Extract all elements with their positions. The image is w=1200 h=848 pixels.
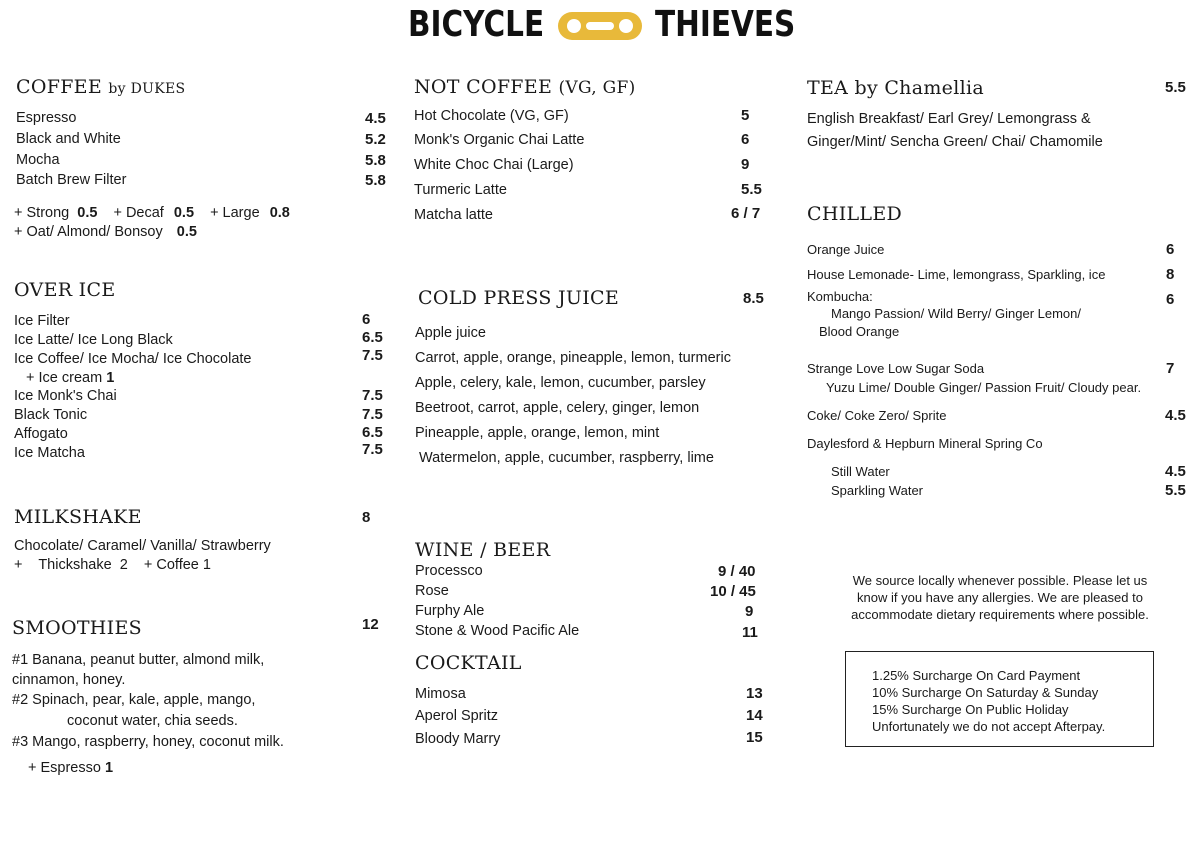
soda-flavours: Yuzu Lime/ Double Ginger/ Passion Fruit/ Cloudy pear. <box>826 380 1142 395</box>
logo-text-right: THIEVES <box>655 4 796 45</box>
cold-press-heading: COLD PRESS JUICE <box>418 287 620 309</box>
menu-item-price: 6 <box>1166 241 1175 258</box>
menu-item-price: 14 <box>746 707 763 724</box>
coffee-milk-addon-line <box>14 223 197 241</box>
menu-item-price: 13 <box>746 685 763 702</box>
menu-item-name: Ice Filter <box>14 313 70 329</box>
not-coffee-subtitle: (VG, GF) <box>558 78 636 98</box>
smoothie-line: #1 Banana, peanut butter, almond milk, <box>12 652 265 668</box>
menu-item-price: 15 <box>746 729 763 746</box>
bicycle-chain-icon <box>556 8 644 44</box>
menu-item-name: Mimosa <box>415 686 466 702</box>
tea-price: 5.5 <box>1165 79 1186 96</box>
addon-espresso-label: + Espresso <box>28 760 101 776</box>
cold-press-price: 8.5 <box>743 290 764 307</box>
menu-item-price: 7 <box>1166 360 1175 377</box>
menu-item-price: 6 <box>1166 291 1175 308</box>
menu-item-name: Black Tonic <box>14 407 88 423</box>
espresso-addon <box>28 759 113 777</box>
menu-item-price: 5 <box>741 107 750 124</box>
juice-item: Carrot, apple, orange, pineapple, lemon, turmeric <box>415 350 731 366</box>
cocktail-heading: COCKTAIL <box>415 652 522 674</box>
menu-item-name: Furphy Ale <box>415 603 485 619</box>
menu-item-price: 5.8 <box>365 152 386 169</box>
addon-large-price: 0.8 <box>269 205 290 221</box>
menu-item-price: 6.5 <box>362 329 383 346</box>
kombucha-flavours: Mango Passion/ Wild Berry/ Ginger Lemon/ <box>831 306 1081 321</box>
menu-item-price: 7.5 <box>362 387 383 404</box>
menu-item-name: Still Water <box>831 464 890 479</box>
juice-item: Apple, celery, kale, lemon, cucumber, parsley <box>415 375 706 391</box>
menu-item-name: Espresso <box>16 110 77 126</box>
allergy-notice <box>820 572 1180 623</box>
addon-strong-label: + Strong <box>14 205 70 221</box>
menu-item-name: Ice Matcha <box>14 445 85 461</box>
coffee-subtitle: by DUKES <box>108 81 186 97</box>
smoothie-line: coconut water, chia seeds. <box>67 713 238 729</box>
menu-item-price: 7.5 <box>362 441 383 458</box>
menu-item-name: Affogato <box>14 426 68 442</box>
menu-item-price: 4.5 <box>1165 407 1186 424</box>
tea-varieties-line: English Breakfast/ Earl Grey/ Lemongrass & <box>807 111 1091 127</box>
menu-item-price: 5.5 <box>741 181 762 198</box>
menu-item-name: Monk's Organic Chai Latte <box>414 132 585 148</box>
juice-item: Watermelon, apple, cucumber, raspberry, lime <box>419 450 714 466</box>
menu-item-price: 5.5 <box>1165 482 1186 499</box>
menu-item-price: 10 / 45 <box>710 583 756 600</box>
tea-heading: TEA by Chamellia <box>807 77 984 99</box>
notice-line: know if you have any allergies. We are pleased to <box>857 590 1143 605</box>
smoothie-line: #3 Mango, raspberry, honey, coconut milk. <box>12 734 284 750</box>
tea-varieties-line: Ginger/Mint/ Sencha Green/ Chai/ Chamomile <box>807 134 1103 150</box>
menu-item-price: 6 <box>362 311 371 328</box>
menu-item-name: Stone & Wood Pacific Ale <box>415 623 580 639</box>
not-coffee-title: NOT COFFEE <box>414 76 553 98</box>
surcharge-box <box>845 651 1154 747</box>
menu-item-price: 7.5 <box>362 347 383 364</box>
coffee-addons-line <box>14 204 290 222</box>
menu-item-name: Coke/ Coke Zero/ Sprite <box>807 408 947 423</box>
menu-item-name: Hot Chocolate (VG, GF) <box>414 108 569 124</box>
wine-beer-heading: WINE / BEER <box>415 539 551 561</box>
milkshake-flavours: Chocolate/ Caramel/ Vanilla/ Strawberry <box>14 538 271 554</box>
not-coffee-heading <box>414 76 636 98</box>
menu-item-price: 6 / 7 <box>731 205 761 222</box>
over-ice-heading: OVER ICE <box>14 279 116 301</box>
surcharge-line: Unfortunately we do not accept Afterpay. <box>872 719 1106 734</box>
menu-item-name: Bloody Marry <box>415 731 501 747</box>
notice-line: accommodate dietary requirements where possible. <box>851 607 1149 622</box>
notice-line: We source locally whenever possible. Please let us <box>852 573 1148 588</box>
addon-ice-cream-price: 1 <box>106 370 115 386</box>
menu-item-price: 4.5 <box>365 110 386 127</box>
menu-item-price: 4.5 <box>1165 463 1186 480</box>
addon-milk-price: 0.5 <box>176 224 197 240</box>
menu-item-name: Strange Love Low Sugar Soda <box>807 361 985 376</box>
menu-item-name: Kombucha: <box>807 289 873 304</box>
menu-item-name: Ice Latte/ Ice Long Black <box>14 332 173 348</box>
menu-item-name: Ice Coffee/ Ice Mocha/ Ice Chocolate <box>14 351 252 367</box>
surcharge-line: 15% Surcharge On Public Holiday <box>872 702 1069 717</box>
menu-item-price: 11 <box>742 624 758 641</box>
addon-ice-cream-label: + Ice cream <box>26 370 103 386</box>
addon-milk-label: + Oat/ Almond/ Bonsoy <box>14 224 163 240</box>
menu-item-name: Rose <box>415 583 449 599</box>
menu-item-price: 9 / 40 <box>718 563 756 580</box>
kombucha-flavours: Blood Orange <box>819 324 900 339</box>
smoothies-price: 12 <box>362 616 379 633</box>
menu-item-price: 7.5 <box>362 406 383 423</box>
milkshake-heading: MILKSHAKE <box>14 506 142 528</box>
surcharge-line: 10% Surcharge On Saturday & Sunday <box>872 685 1099 700</box>
coffee-title: COFFEE <box>16 76 103 98</box>
menu-item-price: 8 <box>1166 266 1175 283</box>
juice-item: Beetroot, carrot, apple, celery, ginger, lemon <box>415 400 700 416</box>
smoothies-heading: SMOOTHIES <box>12 617 142 639</box>
menu-item-price: 6.5 <box>362 424 383 441</box>
menu-item-name: Batch Brew Filter <box>16 172 127 188</box>
coffee-heading <box>16 76 185 98</box>
menu-item-name: Sparkling Water <box>831 483 923 498</box>
mineral-water-brand: Daylesford & Hepburn Mineral Spring Co <box>807 436 1043 451</box>
menu-item-price: 5.2 <box>365 131 386 148</box>
smoothie-line: #2 Spinach, pear, kale, apple, mango, <box>12 692 256 708</box>
milkshake-addons: + Thickshake 2 + Coffee 1 <box>14 557 211 573</box>
menu-item-price: 5.8 <box>365 172 386 189</box>
menu-item-name: Turmeric Latte <box>414 182 507 198</box>
juice-item: Apple juice <box>415 325 486 341</box>
menu-item-name: Ice Monk's Chai <box>14 388 117 404</box>
menu-item-name: Orange Juice <box>807 242 885 257</box>
chilled-heading: CHILLED <box>807 203 903 225</box>
juice-item: Pineapple, apple, orange, lemon, mint <box>415 425 660 441</box>
menu-item-name: Black and White <box>16 131 121 147</box>
addon-decaf-label: + Decaf <box>113 205 164 221</box>
addon-strong-price: 0.5 <box>77 205 98 221</box>
menu-item-name: Aperol Spritz <box>415 708 499 724</box>
menu-item-name: Processco <box>415 563 483 579</box>
menu-item-price: 6 <box>741 131 750 148</box>
surcharge-line: 1.25% Surcharge On Card Payment <box>872 668 1081 683</box>
smoothie-line: cinnamon, honey. <box>12 672 126 688</box>
ice-cream-addon <box>26 369 114 387</box>
menu-item-price: 9 <box>741 156 750 173</box>
menu-item-name: House Lemonade- Lime, lemongrass, Sparkling, ice <box>807 267 1106 282</box>
addon-decaf-price: 0.5 <box>173 205 195 221</box>
addon-large-label: + Large <box>210 205 260 221</box>
menu-item-name: Matcha latte <box>414 207 493 223</box>
menu-item-name: Mocha <box>16 152 60 168</box>
logo-text-left: BICYCLE <box>408 4 545 45</box>
milkshake-price: 8 <box>362 509 371 526</box>
menu-item-price: 9 <box>745 603 754 620</box>
menu-item-name: White Choc Chai (Large) <box>414 157 574 173</box>
addon-espresso-price: 1 <box>104 760 114 776</box>
